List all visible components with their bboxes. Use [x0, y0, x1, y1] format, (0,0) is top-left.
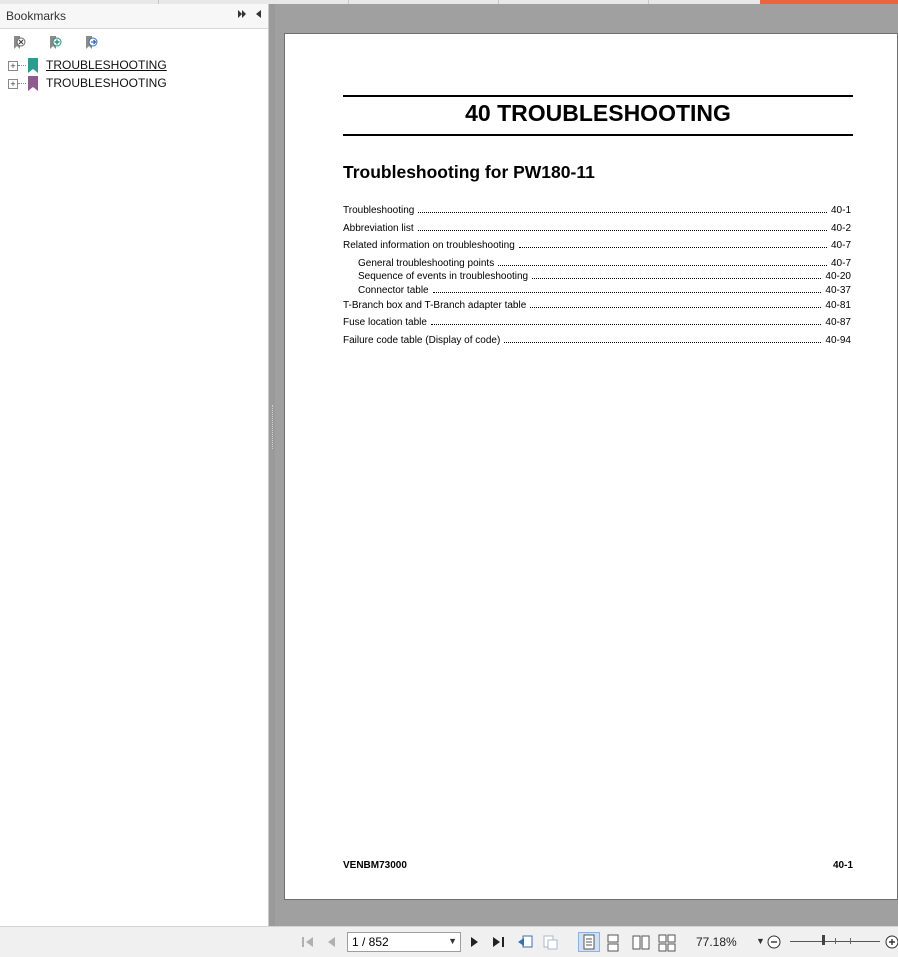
facing-view-icon[interactable]	[632, 934, 650, 950]
toc-entry[interactable]	[358, 270, 851, 284]
toc-entry[interactable]	[343, 222, 851, 236]
bookmark-label[interactable]: TROUBLESHOOTING	[46, 58, 167, 72]
delete-bookmark-icon[interactable]	[10, 34, 28, 52]
previous-view-icon[interactable]	[516, 934, 534, 950]
bookmark-icon	[28, 58, 38, 73]
zoom-slider-thumb[interactable]	[822, 935, 825, 945]
last-page-icon[interactable]	[490, 934, 508, 950]
toc-page: 40-2	[830, 223, 851, 234]
page-number-input[interactable]	[347, 932, 461, 952]
zoom-in-icon[interactable]	[884, 934, 898, 950]
expand-panel-icon[interactable]	[237, 9, 247, 22]
title-rule-bottom	[343, 134, 853, 136]
previous-page-icon[interactable]	[324, 934, 342, 950]
continuous-view-icon[interactable]	[604, 934, 622, 950]
expand-icon[interactable]: +	[8, 61, 18, 71]
zoom-dropdown-icon[interactable]: ▼	[756, 936, 765, 946]
collapse-panel-icon[interactable]	[254, 9, 262, 22]
toc-title: Abbreviation list	[343, 223, 414, 234]
footer-page-number: 40-1	[832, 860, 853, 871]
title-rule-top	[343, 95, 853, 97]
toc-title: T-Branch box and T-Branch adapter table	[343, 300, 527, 311]
toc-page: 40-94	[825, 335, 851, 346]
expand-icon[interactable]: +	[8, 79, 18, 89]
toc-title: Troubleshooting	[343, 205, 415, 216]
toc-page: 40-81	[825, 300, 851, 311]
toc-page: 40-7	[830, 240, 851, 251]
bookmark-icon	[28, 76, 38, 91]
add-bookmark-icon[interactable]	[46, 34, 64, 52]
toc-entry[interactable]	[358, 257, 851, 271]
document-page	[284, 33, 898, 900]
continuous-facing-view-icon[interactable]	[658, 934, 676, 950]
zoom-level[interactable]: 77.18%	[696, 935, 737, 949]
toc-title: General troubleshooting points	[358, 258, 495, 269]
toc-entry[interactable]	[343, 239, 851, 253]
add-child-bookmark-icon[interactable]	[82, 34, 100, 52]
toc-title: Failure code table (Display of code)	[343, 335, 501, 346]
next-page-icon[interactable]	[466, 934, 484, 950]
navigation-toolbar	[0, 926, 898, 957]
toc-page: 40-1	[830, 205, 851, 216]
toc-entry[interactable]	[343, 299, 851, 313]
toc-entry[interactable]	[343, 204, 851, 218]
next-view-icon[interactable]	[542, 934, 560, 950]
chapter-title: 40 TROUBLESHOOTING	[465, 100, 731, 126]
bookmark-label[interactable]: TROUBLESHOOTING	[46, 76, 167, 90]
toc-page: 40-37	[825, 285, 851, 296]
section-subtitle: Troubleshooting for PW180-11	[343, 162, 595, 182]
bookmarks-panel	[0, 4, 269, 926]
toc-entry[interactable]	[358, 284, 851, 298]
toc-title: Fuse location table	[343, 317, 427, 328]
toc-title: Connector table	[358, 285, 429, 296]
page-number-value[interactable]: 1 / 852	[352, 935, 389, 949]
single-page-view-icon[interactable]	[578, 932, 600, 952]
toc-title: Sequence of events in troubleshooting	[358, 271, 529, 282]
toc-page: 40-7	[830, 258, 851, 269]
first-page-icon[interactable]	[300, 934, 318, 950]
zoom-out-icon[interactable]	[766, 934, 784, 950]
footer-doc-id: VENBM73000	[343, 860, 407, 871]
page-dropdown-icon[interactable]: ▼	[448, 936, 457, 946]
toc-page: 40-87	[825, 317, 851, 328]
toc-page: 40-20	[825, 271, 851, 282]
bookmarks-title: Bookmarks	[6, 9, 67, 23]
toc-entry[interactable]	[343, 334, 851, 348]
bookmarks-header	[0, 4, 268, 29]
toc-title: Related information on troubleshooting	[343, 240, 515, 251]
toc-entry[interactable]	[343, 316, 851, 330]
